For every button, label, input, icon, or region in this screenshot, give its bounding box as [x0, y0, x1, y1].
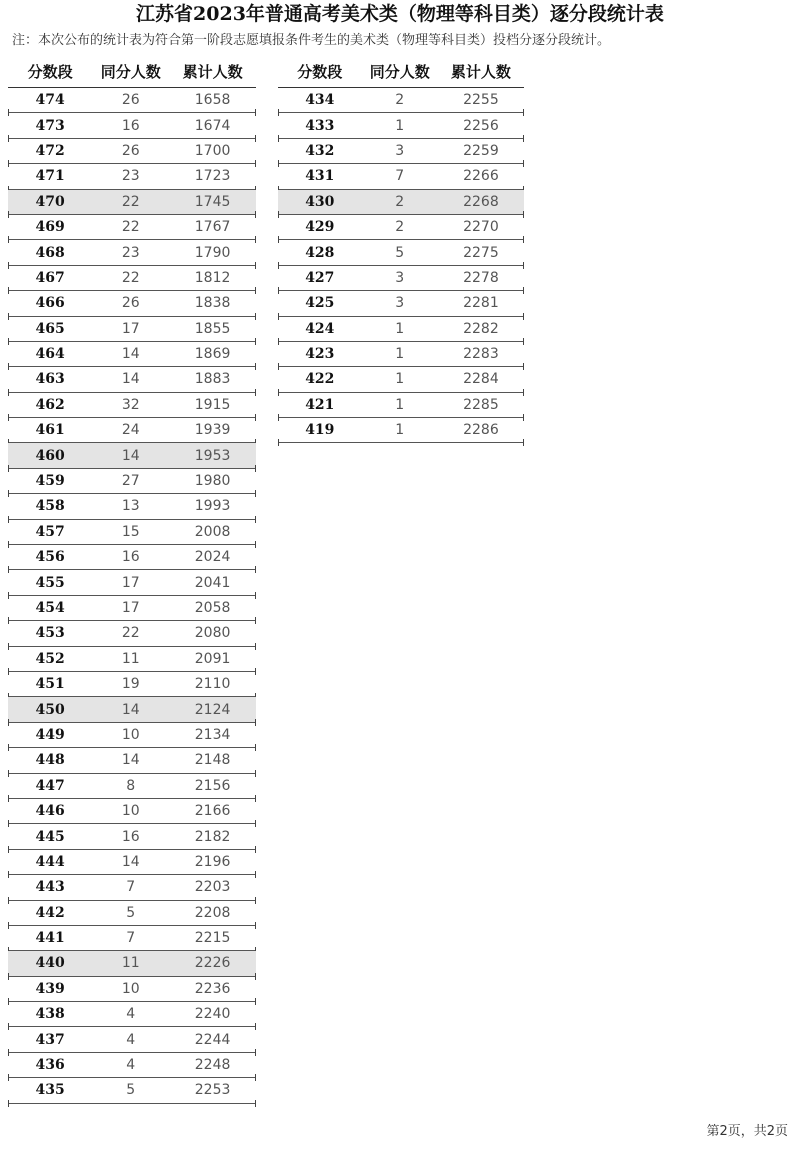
score-cell: 448 [35, 752, 65, 769]
score-cell: 449 [35, 726, 65, 743]
score-cell: 435 [35, 1082, 65, 1099]
same-count-cell: 17 [121, 574, 140, 591]
score-cell: 438 [35, 1006, 65, 1023]
table-row [8, 875, 256, 900]
score-cell: 436 [35, 1057, 65, 1074]
same-count-cell: 1 [395, 396, 405, 413]
score-cell: 461 [35, 422, 65, 439]
cumulative-cell: 2124 [194, 701, 231, 718]
cumulative-cell: 1953 [194, 447, 231, 464]
cumulative-cell: 2266 [463, 168, 499, 185]
same-count-cell: 17 [121, 600, 140, 616]
score-cell: 457 [35, 523, 65, 540]
cumulative-cell: 2182 [194, 828, 231, 845]
same-count-cell: 16 [121, 828, 140, 845]
score-cell: 440 [35, 955, 65, 972]
same-count-cell: 23 [121, 168, 140, 185]
cumulative-cell: 2253 [194, 1082, 231, 1099]
score-cell: 447 [35, 777, 65, 794]
cumulative-cell: 2278 [463, 269, 499, 286]
table-row [8, 215, 256, 240]
cumulative-cell: 2208 [194, 904, 231, 921]
cumulative-cell: 1980 [194, 473, 231, 490]
cumulative-cell: 1674 [194, 117, 231, 134]
same-count-cell: 22 [121, 625, 140, 642]
same-count-cell: 15 [121, 523, 140, 540]
table-row [8, 291, 256, 316]
table-row [8, 240, 256, 265]
header-same-count: 同分人数 [100, 62, 161, 81]
score-cell: 450 [35, 701, 65, 718]
header-cumulative: 累计人数 [450, 62, 511, 81]
table-row [278, 418, 524, 443]
score-cell: 430 [305, 193, 335, 210]
cumulative-cell: 2196 [194, 853, 231, 870]
same-count-cell: 16 [121, 549, 140, 566]
score-cell: 434 [305, 92, 335, 109]
table-row [8, 317, 256, 342]
table-row [8, 951, 256, 976]
score-cell: 465 [35, 320, 65, 337]
table-row [278, 164, 524, 189]
score-cell: 474 [35, 92, 65, 109]
same-count-cell: 2 [395, 219, 405, 236]
cumulative-cell: 2236 [194, 980, 231, 997]
table-row [278, 88, 524, 113]
table-row [8, 494, 256, 519]
score-cell: 423 [305, 346, 335, 363]
same-count-cell: 1 [395, 422, 405, 439]
cumulative-cell: 2240 [194, 1006, 231, 1023]
same-count-cell: 5 [126, 904, 136, 921]
same-count-cell: 4 [126, 1031, 136, 1048]
cumulative-cell: 2275 [463, 244, 499, 261]
same-count-cell: 14 [121, 853, 140, 870]
cumulative-cell: 2281 [463, 295, 499, 312]
table-row [8, 647, 256, 672]
same-count-cell: 10 [121, 803, 140, 820]
cumulative-cell: 2259 [463, 142, 499, 159]
same-count-cell: 14 [121, 371, 140, 388]
score-cell: 419 [305, 422, 335, 439]
score-cell: 439 [35, 980, 65, 997]
cumulative-cell: 1915 [194, 396, 231, 413]
same-count-cell: 32 [121, 396, 140, 413]
score-cell: 472 [35, 142, 65, 159]
cumulative-cell: 2110 [194, 676, 231, 693]
table-row [8, 977, 256, 1002]
header-same-count: 同分人数 [369, 62, 430, 81]
table-row [8, 520, 256, 545]
table-row [8, 723, 256, 748]
score-cell: 421 [305, 396, 335, 413]
table-row [8, 672, 256, 697]
cumulative-cell: 1993 [194, 498, 231, 515]
same-count-cell: 1 [395, 117, 405, 134]
header-score: 分数段 [27, 62, 73, 81]
table-row [278, 240, 524, 265]
same-count-cell: 3 [395, 142, 405, 159]
cumulative-cell: 1812 [194, 269, 231, 286]
same-count-cell: 4 [126, 1006, 136, 1023]
same-count-cell: 4 [126, 1057, 136, 1074]
right-table-body [278, 87, 524, 443]
table-row [8, 824, 256, 849]
table-row [278, 367, 524, 392]
same-count-cell: 11 [121, 650, 140, 667]
same-count-cell: 10 [121, 726, 140, 743]
table-row [8, 469, 256, 494]
page-title: 江苏省2023年普通高考美术类（物理等科目类）逐分段统计表 [136, 3, 664, 25]
same-count-cell: 26 [121, 92, 140, 109]
same-count-cell: 22 [121, 193, 140, 210]
same-count-cell: 1 [395, 346, 405, 363]
same-count-cell: 7 [395, 168, 405, 185]
right-table [278, 58, 524, 443]
table-row [8, 545, 256, 570]
table-row [8, 1027, 256, 1052]
score-cell: 456 [35, 549, 65, 566]
same-count-cell: 8 [126, 777, 136, 794]
same-count-cell: 22 [121, 269, 140, 286]
table-row [278, 190, 524, 215]
score-cell: 454 [35, 600, 65, 616]
same-count-cell: 11 [121, 955, 140, 972]
same-count-cell: 22 [121, 219, 140, 236]
cumulative-cell: 2256 [463, 117, 499, 134]
score-cell: 453 [35, 625, 65, 642]
same-count-cell: 23 [121, 244, 140, 261]
same-count-cell: 27 [121, 473, 140, 490]
cumulative-cell: 2166 [194, 803, 231, 820]
score-cell: 425 [305, 295, 335, 312]
score-cell: 441 [35, 930, 65, 947]
score-cell: 468 [35, 244, 65, 261]
table-row [8, 697, 256, 722]
score-cell: 422 [305, 371, 335, 388]
score-cell: 433 [305, 117, 335, 134]
table-row [8, 1002, 256, 1027]
cumulative-cell: 2156 [194, 777, 231, 794]
table-row [8, 1078, 256, 1103]
table-row [8, 621, 256, 646]
cumulative-cell: 1658 [194, 92, 231, 109]
same-count-cell: 26 [121, 295, 140, 312]
score-cell: 462 [35, 396, 65, 413]
left-table-body [8, 87, 256, 1104]
same-count-cell: 14 [121, 447, 140, 464]
score-cell: 431 [305, 168, 335, 185]
score-cell: 458 [35, 498, 65, 515]
same-count-cell: 3 [395, 269, 405, 286]
score-cell: 429 [305, 219, 335, 236]
score-cell: 467 [35, 269, 65, 286]
same-count-cell: 19 [121, 676, 140, 693]
score-cell: 470 [35, 193, 65, 210]
table-row [8, 113, 256, 138]
score-cell: 469 [35, 219, 65, 236]
table-row [278, 291, 524, 316]
cumulative-cell: 2024 [194, 549, 231, 566]
table-row [278, 139, 524, 164]
cumulative-cell: 1855 [194, 320, 231, 337]
same-count-cell: 1 [395, 371, 405, 388]
cumulative-cell: 2255 [463, 92, 499, 109]
table-row [278, 317, 524, 342]
score-cell: 455 [35, 574, 65, 591]
same-count-cell: 14 [121, 752, 140, 769]
cumulative-cell: 2134 [194, 726, 231, 743]
table-row [8, 850, 256, 875]
table-row [278, 113, 524, 138]
cumulative-cell: 2008 [194, 523, 231, 540]
table-row [8, 418, 256, 443]
same-count-cell: 3 [395, 295, 405, 312]
score-cell: 445 [35, 828, 65, 845]
score-cell: 466 [35, 295, 65, 312]
cumulative-cell: 2268 [463, 193, 499, 210]
table-row [8, 164, 256, 189]
cumulative-cell: 1939 [194, 422, 231, 439]
score-cell: 460 [35, 447, 65, 464]
table-header [278, 58, 524, 84]
table-row [8, 266, 256, 291]
header-score: 分数段 [297, 62, 343, 81]
same-count-cell: 1 [395, 320, 405, 337]
same-count-cell: 17 [121, 320, 140, 337]
score-cell: 452 [35, 650, 65, 667]
cumulative-cell: 2244 [194, 1031, 231, 1048]
table-row [8, 774, 256, 799]
same-count-cell: 5 [126, 1082, 136, 1099]
cumulative-cell: 2285 [463, 396, 499, 413]
same-count-cell: 13 [121, 498, 140, 515]
score-cell: 424 [305, 320, 335, 337]
score-cell: 437 [35, 1031, 65, 1048]
cumulative-cell: 2248 [194, 1057, 231, 1074]
same-count-cell: 7 [126, 879, 136, 896]
table-row [8, 596, 256, 621]
cumulative-cell: 2226 [194, 955, 231, 972]
header-cumulative: 累计人数 [182, 62, 243, 81]
cumulative-cell: 2270 [463, 219, 499, 236]
table-row [8, 748, 256, 773]
table-row [8, 367, 256, 392]
cumulative-cell: 2282 [463, 320, 499, 337]
cumulative-cell: 1745 [194, 193, 231, 210]
same-count-cell: 2 [395, 92, 405, 109]
same-count-cell: 24 [121, 422, 140, 439]
score-cell: 459 [35, 473, 65, 490]
cumulative-cell: 2284 [463, 371, 499, 388]
table-row [8, 926, 256, 951]
table-row [8, 139, 256, 164]
cumulative-cell: 1838 [194, 295, 231, 312]
same-count-cell: 5 [395, 244, 405, 261]
score-cell: 473 [35, 117, 65, 134]
cumulative-cell: 1767 [194, 219, 231, 236]
same-count-cell: 14 [121, 701, 140, 718]
table-row [8, 443, 256, 468]
score-cell: 443 [35, 879, 65, 896]
score-cell: 442 [35, 904, 65, 921]
score-cell: 451 [35, 676, 65, 693]
cumulative-cell: 2283 [463, 346, 499, 363]
cumulative-cell: 2080 [194, 625, 231, 642]
same-count-cell: 10 [121, 980, 140, 997]
score-cell: 427 [305, 269, 335, 286]
table-row [278, 393, 524, 418]
score-cell: 428 [305, 244, 335, 261]
score-cell: 464 [35, 346, 65, 363]
table-row [8, 88, 256, 113]
score-cell: 471 [35, 168, 65, 185]
cumulative-cell: 1700 [194, 142, 231, 159]
cumulative-cell: 2215 [194, 930, 231, 947]
table-row [8, 901, 256, 926]
table-row [278, 215, 524, 240]
same-count-cell: 14 [121, 346, 140, 363]
cumulative-cell: 1723 [194, 168, 231, 185]
table-row [8, 393, 256, 418]
cumulative-cell: 2148 [194, 752, 231, 769]
cumulative-cell: 2058 [194, 600, 231, 616]
same-count-cell: 26 [121, 142, 140, 159]
table-note: 注：本次公布的统计表为符合第一阶段志愿填报条件考生的美术类（物理等科目类）投档分逐分段统计。 [12, 33, 611, 48]
cumulative-cell: 2286 [463, 422, 499, 439]
page-number: 第2页，共2页 [706, 1124, 788, 1139]
table-row [8, 190, 256, 215]
table-row [278, 266, 524, 291]
table-header [8, 58, 256, 84]
same-count-cell: 2 [395, 193, 405, 210]
score-cell: 432 [305, 142, 335, 159]
table-row [8, 342, 256, 367]
left-table [8, 58, 256, 1104]
table-row [278, 342, 524, 367]
cumulative-cell: 1790 [194, 244, 231, 261]
cumulative-cell: 2203 [194, 879, 231, 896]
same-count-cell: 16 [121, 117, 140, 134]
table-row [8, 1053, 256, 1078]
score-cell: 446 [35, 803, 65, 820]
table-row [8, 570, 256, 595]
cumulative-cell: 2041 [194, 574, 231, 591]
table-row [8, 799, 256, 824]
score-cell: 444 [35, 853, 65, 870]
cumulative-cell: 1883 [194, 371, 231, 388]
score-cell: 463 [35, 371, 65, 388]
same-count-cell: 7 [126, 930, 136, 947]
cumulative-cell: 1869 [194, 346, 231, 363]
cumulative-cell: 2091 [194, 650, 231, 667]
